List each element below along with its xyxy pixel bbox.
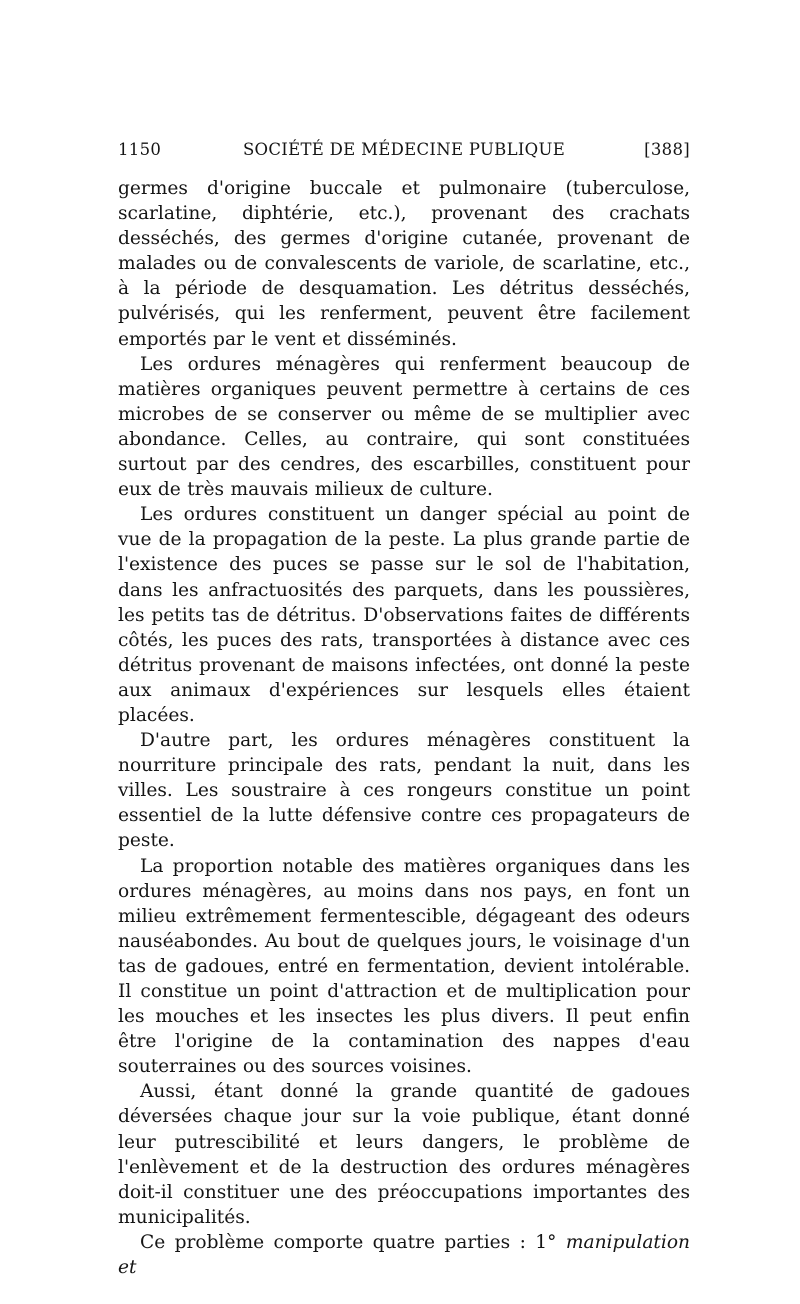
paragraph-5: La proportion notable des matières organiques dans les ordures ménagères, au moins dans nos pays, en font un milieu extrêmement fermentescible, dégageant des odeurs nauséabondes. Au bout de quelques jours, le voisinage d'un tas de gadoues, entré en fermentation, devient intolérable. Il constitue un point d'attraction et de multiplication pour les mouches et les insectes les plus divers. Il peut enfin être l'origine de la contamination des nappes d'eau souterraines ou des sources voisines. xyxy=(118,855,690,1078)
running-title: SOCIÉTÉ DE MÉDECINE PUBLIQUE xyxy=(242,140,566,159)
paragraph-4: D'autre part, les ordures ménagères constituent la nourriture principale des rats, pendant la nuit, dans les villes. Les soustraire à ces rongeurs constitue un point essentiel de la lutte défensive contre ces propagateurs de peste. xyxy=(118,730,690,852)
body-text xyxy=(118,176,690,1280)
page-number: 1150 xyxy=(118,140,162,159)
paragraph-3: Les ordures constituent un danger spécial au point de vue de la propagation de la peste. La plus grande partie de l'existence des puces se passe sur le sol de l'habitation, dans les anfractuosités des parquets, dans les poussières, les petits tas de détritus. D'observations faites de différents côtés, les puces des rats, transportées à distance avec ces détritus provenant de maisons infectées, ont donné la peste aux animaux d'expériences sur lesquels elles étaient placées. xyxy=(118,504,690,726)
paragraph-7 xyxy=(118,1230,690,1280)
paragraph-7-text: Ce problème comporte quatre parties : 1° xyxy=(140,1231,566,1253)
paragraph-2: Les ordures ménagères qui renferment beaucoup de matières organiques peuvent permettre à certains de ces microbes de se conserver ou même de se multiplier avec abondance. Celles, au contraire, qui sont constituées surtout par des cendres, des escarbilles, constituent pour eux de très mauvais milieux de culture. xyxy=(118,353,690,501)
paragraph-7-italic: manipulation et xyxy=(118,1231,690,1279)
page-header xyxy=(118,140,690,166)
bracket-page-number: [388] xyxy=(644,140,690,159)
paragraph-1: germes d'origine buccale et pulmonaire (tuberculose, scarlatine, diphtérie, etc.), provenant des crachats desséchés, des germes d'origine cutanée, provenant de malades ou de convalescents de variole, de scarlatine, etc., à la période de desquamation. Les détritus desséchés, pulvérisés, qui les renferment, peuvent être facilement emportés par le vent et disséminés. xyxy=(118,178,690,350)
paragraph-6: Aussi, étant donné la grande quantité de gadoues déversées chaque jour sur la voie publique, étant donné leur putrescibilité et leurs dangers, le problème de l'enlèvement et de la destruction des ordures ménagères doit-il constituer une des préoccupations importantes des municipalités. xyxy=(118,1081,690,1228)
